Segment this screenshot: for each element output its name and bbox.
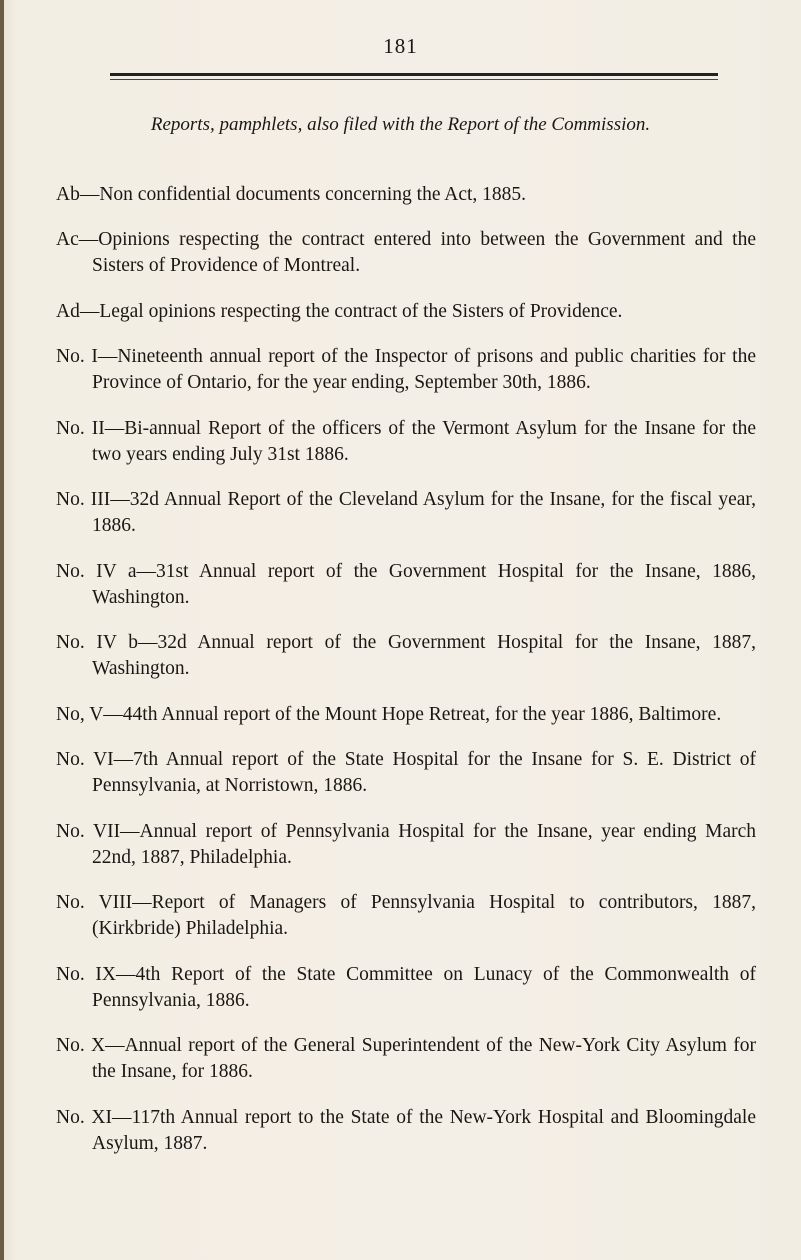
report-list: [56, 162, 756, 1171]
page-number: 181: [383, 34, 418, 58]
list-item: No. IX—4th Report of the State Committee on Lunacy of the Commonwealth of Pennsylvania, 1886.: [56, 963, 756, 1011]
list-item: No. VII—Annual report of Pennsylvania Hospital for the Insane, year ending March 22nd, 1887, Philadelphia.: [56, 820, 756, 868]
list-item: No. III—32d Annual Report of the Cleveland Asylum for the Insane, for the fiscal year, 1886.: [56, 489, 756, 536]
list-item: Ad—Legal opinions respecting the contract of the Sisters of Providence.: [56, 300, 623, 322]
list-item: No. X—Annual report of the General Superintendent of the New-York City Asylum for the Insane, for 1886.: [56, 1035, 756, 1082]
list-item: Ac—Opinions respecting the contract entered into between the Government and the Sisters of Providence of Montreal.: [56, 229, 756, 276]
list-item: No. VIII—Report of Managers of Pennsylvania Hospital to contributors, 1887, (Kirkbride) Philadelphia.: [56, 892, 756, 939]
list-item: No. IV b—32d Annual report of the Government Hospital for the Insane, 1887, Washington.: [56, 632, 756, 679]
list-item: No. XI—117th Annual report to the State of the New-York Hospital and Bloomingdale Asylum, 1887.: [56, 1106, 756, 1154]
header-rule-thick: [110, 73, 718, 76]
list-item: No. I—Nineteenth annual report of the Inspector of prisons and public charities for the Province of Ontario, for the year ending, September 30th, 1886.: [56, 346, 756, 393]
list-item: No. II—Bi-annual Report of the officers of the Vermont Asylum for the Insane for the two years ending July 31st 1886.: [56, 417, 756, 465]
list-item: Ab—Non confidential documents concerning the Act, 1885.: [56, 183, 527, 205]
header-rule-thin: [110, 79, 718, 80]
section-heading: Reports, pamphlets, also filed with the Report of the Commission.: [150, 114, 651, 135]
list-item: No. VI—7th Annual report of the State Hospital for the Insane for S. E. District of Pennsylvania, at Norristown, 1886.: [56, 749, 756, 796]
list-item: No, V—44th Annual report of the Mount Hope Retreat, for the year 1886, Baltimore.: [56, 703, 722, 725]
list-item: No. IV a—31st Annual report of the Government Hospital for the Insane, 1886, Washington.: [56, 560, 756, 608]
book-spine-edge: [0, 0, 4, 1260]
